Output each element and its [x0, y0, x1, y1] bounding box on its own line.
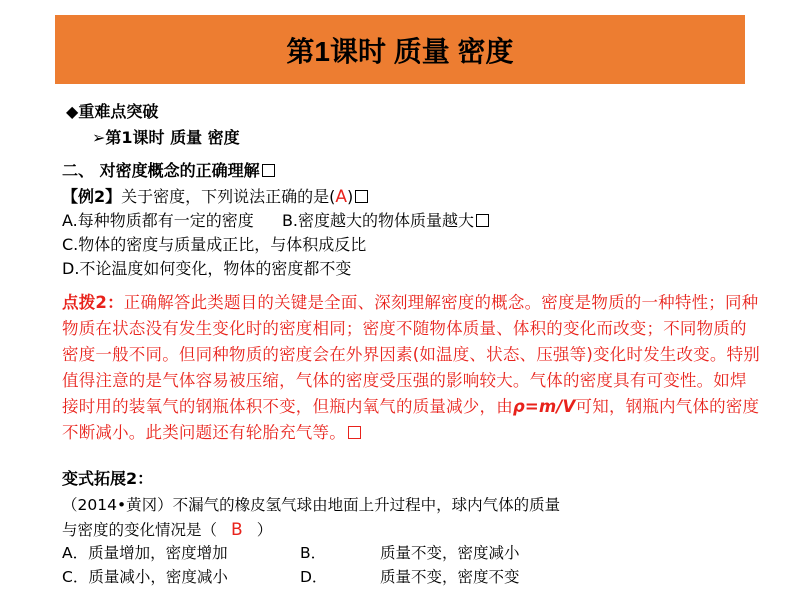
hint-text-2: 可知，钢瓶内气体的密度不断减小。此类问题还有轮胎充气等。: [62, 397, 760, 442]
variant-question-line-1: （2014•黄冈）不漏气的橡皮氢气球由地面上升过程中，球内气体的质量: [62, 496, 561, 514]
section-heading-text: 重难点突破: [78, 102, 159, 121]
example-option-c: C.物体的密度与质量成正比，与体积成反比: [62, 235, 367, 254]
example-close: ): [347, 187, 354, 206]
variant-question-prefix: 与密度的变化情况是（: [62, 521, 218, 539]
placeholder-box-icon: [348, 426, 361, 439]
variant-option-b: 质量不变，密度减小: [380, 544, 520, 562]
variant-option-c: C．质量减小，密度减小: [62, 568, 228, 586]
example-answer: A: [335, 187, 348, 207]
example-question-text: 关于密度，下列说法正确的是(: [121, 187, 336, 206]
title-bar: [55, 15, 745, 84]
placeholder-box-icon: [355, 190, 368, 203]
sub-heading-text: 第1课时 质量 密度: [105, 128, 240, 147]
example-question: [62, 186, 368, 208]
part-heading-text: 二、 对密度概念的正确理解: [62, 161, 260, 180]
hint-formula: ρ=m/V: [512, 397, 576, 416]
variant-option-b-label: B．: [300, 544, 327, 562]
example-label: 【例2】: [62, 187, 122, 206]
example-option-row-1: [62, 210, 489, 232]
sub-heading: [92, 127, 240, 149]
part-heading: [62, 160, 275, 182]
variant-heading: 变式拓展2：: [62, 469, 154, 488]
page-title: 第1课时 质量 密度: [286, 35, 514, 67]
example-option-b: B.密度越大的物体质量越大: [281, 211, 475, 230]
placeholder-box-icon: [476, 214, 489, 227]
section-heading: [66, 101, 158, 123]
placeholder-box-icon: [262, 164, 275, 177]
hint-text-1: 正确解答此类题目的关键是全面、深刻理解密度的概念。密度是物质的一种特性；同种物质在状态没有发生变化时的密度相同；密度不随物体质量、体积的变化而改变；不同物质的密度一般不同。但同种物质的密度会在外界因素(如温度、状态、压强等)变化时发生改变。特别值得注意的是气体容易被压缩，气体的密度受压强的影响较大。气体的密度具有可变性。如焊接时用的装氧气的钢瓶体积不变，但瓶内氧气的质量减少，由: [62, 293, 760, 416]
variant-option-d: 质量不变，密度不变: [380, 568, 520, 586]
variant-option-d-label: D．: [300, 568, 328, 586]
example-option-a: A.每种物质都有一定的密度: [62, 211, 254, 230]
variant-answer: B: [231, 520, 243, 540]
variant-question-line-2: [62, 519, 272, 542]
variant-question-suffix: ）: [256, 521, 273, 539]
diamond-bullet-icon: ◆: [66, 102, 79, 121]
hint-paragraph: [62, 290, 762, 446]
example-option-d: D.不论温度如何变化，物体的密度都不变: [62, 259, 352, 278]
hint-label: 点拨2：: [62, 293, 124, 312]
variant-option-a: A．质量增加，密度增加: [62, 544, 228, 562]
arrow-bullet-icon: ➢: [92, 128, 106, 147]
